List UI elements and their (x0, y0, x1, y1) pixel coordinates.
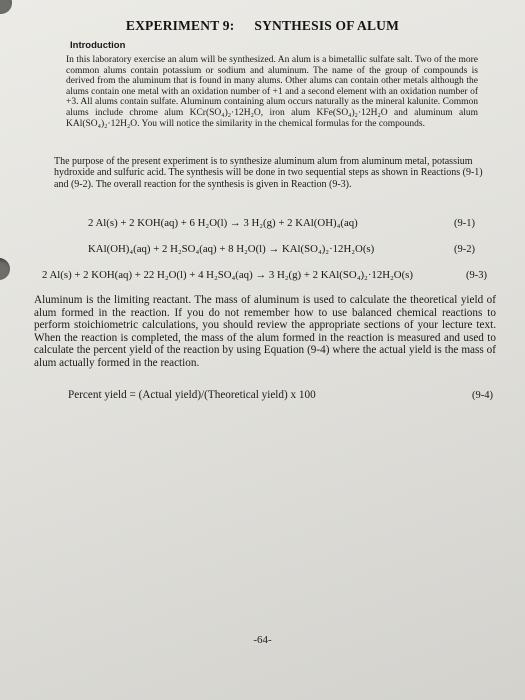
experiment-number: EXPERIMENT 9: (125, 18, 235, 33)
percent-yield-equation: Percent yield = (Actual yield)/(Theoretical yield) x 100 (68, 389, 316, 401)
equation-9-1: 2 Al(s) + 2 KOH(aq) + 6 H₂O(l) → 3 H₂(g) + 2 KAl(OH)₄(aq) (88, 217, 358, 229)
experiment-title: SYNTHESIS OF ALUM (254, 18, 400, 33)
equation-number-9-4: (9-4) (472, 390, 493, 401)
section-heading: Introduction (70, 40, 126, 51)
purpose-paragraph: The purpose of the present experiment is to synthesize aluminum alum from aluminum metal, potassium hydroxide and sulfuric acid. The synthesis will be done in two sequential steps as shown in Reactions (9-1) and (9-2). The overall reaction for the synthesis is given in Reaction (9-3). (54, 156, 483, 190)
intro-paragraph: In this laboratory exercise an alum will be synthesized. An alum is a bimetallic sulfate salt. Two of the more common alums contain potassium or sodium and aluminum. The name of the group of compounds is derived from the aluminum that is found in many alums. Other alums can contain other metals although the alums contain one metal with an oxidation number of +1 and a second element with an oxidation number of +3. All alums contain sulfate. Aluminum containing alum occurs naturally as the mineral kalunite. Common alums include chrome alum KCr(SO₄)₂·12H₂O, iron alum KFe(SO₄)₂·12H₂O and aluminum alum KAl(SO₄)₂·12H₂O. You will notice the similarity in the chemical formulas for the compounds. (66, 55, 478, 129)
equation-9-3: 2 Al(s) + 2 KOH(aq) + 22 H₂O(l) + 4 H₂SO₄(aq) → 3 H₂(g) + 2 KAl(SO₄)₂·12H₂O(s) (42, 269, 413, 281)
equation-number-9-3: (9-3) (466, 270, 487, 281)
equation-number-9-2: (9-2) (454, 244, 475, 255)
page-number: -64- (253, 634, 272, 646)
equation-9-2: KAl(OH)₄(aq) + 2 H₂SO₄(aq) + 8 H₂O(l) → KAl(SO₄)₂·12H₂O(s) (88, 243, 375, 255)
binder-hole-middle (0, 258, 10, 280)
equation-number-9-1: (9-1) (454, 218, 475, 229)
page-title (0, 18, 525, 34)
limiting-reactant-paragraph: Aluminum is the limiting reactant. The mass of aluminum is used to calculate the theoretical yield of alum formed in the reaction. If you do not remember how to use balanced chemical reactions to perform stoichiometric calculations, you should review the appropriate sections of your lecture text. When the reaction is completed, the mass of the alum formed in the reaction is measured and used to calculate the percent yield of the reaction by using Equation (9-4) where the actual yield is the mass of alum actually formed in the reaction. (34, 294, 496, 369)
binder-hole-top (0, 0, 12, 14)
